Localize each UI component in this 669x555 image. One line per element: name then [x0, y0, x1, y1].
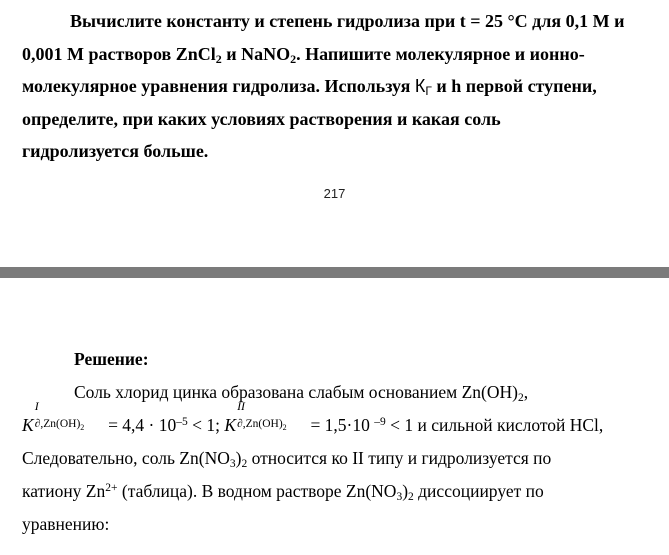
subscript: Г: [425, 84, 432, 98]
superscript: II: [237, 399, 246, 413]
exponent: –5: [176, 416, 188, 428]
solution-section: [22, 343, 662, 541]
task-text: и NaNO: [221, 43, 291, 64]
subscript: 3: [396, 491, 403, 503]
solution-line-5: [22, 508, 662, 541]
task-text: определите, при каких условиях растворения и какая соль: [22, 108, 501, 129]
solution-line-2: [22, 399, 662, 442]
subscript: [35, 417, 85, 431]
task-statement: [22, 5, 652, 168]
solution-text: диссоциирует по: [413, 481, 544, 501]
task-line-5: [22, 135, 652, 168]
task-line-2: [22, 38, 652, 71]
task-line-4: [22, 103, 652, 136]
dissociation-constant-symbol: K: [22, 415, 34, 435]
solution-text: < 1 и сильной кислотой HCl,: [385, 415, 604, 435]
constant-indices: [236, 399, 306, 432]
dissociation-constant-symbol: K: [224, 415, 237, 435]
subscript: 2: [518, 392, 524, 404]
page-number: 217: [323, 186, 346, 201]
solution-text: ): [402, 481, 409, 501]
subscript-text: ∂,Zn(OH): [34, 418, 81, 430]
solution-text: ,: [523, 382, 529, 402]
task-text: . Напишите молекулярное и ионно-: [296, 43, 585, 64]
solution-text: Соль хлорид цинка образована слабым основанием Zn(OH): [74, 382, 518, 402]
k-symbol: К: [414, 76, 426, 96]
solution-text: ): [235, 448, 242, 468]
task-text: и h первой ступени,: [431, 76, 597, 96]
solution-line-1: [22, 376, 662, 409]
solution-text: (таблица). В водном растворе Zn(NO: [117, 481, 397, 501]
solution-text: уравнению:: [22, 514, 110, 534]
superscript: 2+: [105, 482, 118, 494]
page-break-separator: [0, 267, 669, 278]
subscript: 2: [215, 51, 222, 66]
solution-text: = 1,5·10: [306, 415, 375, 435]
solution-text: = 4,4 · 10: [103, 415, 177, 435]
exponent: –9: [374, 416, 386, 428]
subscript: 3: [229, 458, 236, 470]
subscript: 2: [282, 423, 287, 432]
task-line-3: [22, 70, 652, 103]
subscript: 2: [80, 423, 85, 432]
task-text: гидролизуется больше.: [22, 141, 209, 161]
solution-heading: Решение:: [74, 349, 149, 369]
solution-text: < 1;: [187, 415, 225, 435]
subscript: 2: [290, 51, 297, 66]
subscript-text: ∂,Zn(OH): [237, 418, 283, 430]
subscript: 2: [241, 458, 248, 470]
constant-indices: [34, 399, 104, 432]
subscript: [237, 417, 287, 431]
solution-text: катиону Zn: [22, 481, 106, 501]
task-text: молекулярное уравнения гидролиза. Используя: [22, 76, 415, 96]
subscript: 2: [408, 491, 414, 503]
solution-text: относится ко II типу и гидролизуется по: [247, 448, 552, 468]
task-text: Вычислите константу и степень гидролиза при t = 25 °C для 0,1 М и: [70, 11, 625, 31]
solution-line-3: [22, 442, 662, 475]
task-text: 0,001 М растворов ZnCl: [22, 43, 216, 64]
task-line-1: [22, 5, 652, 38]
superscript: I: [34, 399, 39, 413]
solution-line-4: [22, 475, 662, 508]
solution-text: Следовательно, соль Zn(NO: [22, 448, 230, 468]
